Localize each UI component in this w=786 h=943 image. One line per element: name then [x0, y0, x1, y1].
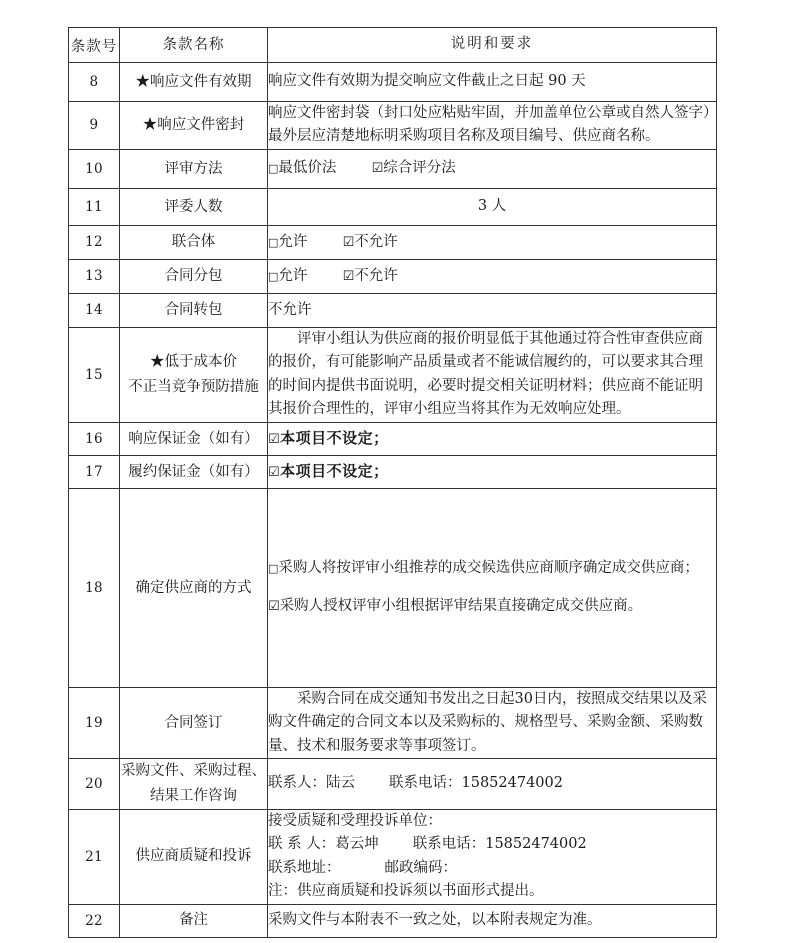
supplier-selection-option-unchecked: [268, 557, 716, 580]
row-term-name: ★响应文件有效期: [120, 63, 268, 102]
row-term-name: 响应保证金（如有）: [120, 422, 268, 455]
row-number: 14: [69, 293, 120, 327]
row-description: [268, 759, 717, 809]
row-description: [268, 188, 717, 225]
checkbox-unchecked-icon[interactable]: □: [268, 269, 279, 283]
table-body: [69, 63, 717, 938]
complaint-note-line: 注：供应商质疑和投诉须以书面形式提出。: [268, 883, 544, 900]
description-line: 响应文件有效期为提交响应文件截止之日起 90 天: [268, 73, 586, 90]
contact-person-value: 陆云: [326, 775, 355, 792]
checkbox-checked-icon[interactable]: ☑: [342, 234, 355, 250]
description-line: 最外层应清楚地标明采购项目名称及项目编号、供应商名称。: [268, 128, 660, 145]
row-number: 12: [69, 225, 120, 259]
contact-person-value: 葛云坤: [335, 836, 379, 853]
term-name-line-2: 结果工作咨询: [150, 788, 237, 804]
bid-bond-statement: [268, 429, 389, 447]
row-description: [268, 149, 717, 188]
procurement-terms-table: [68, 27, 717, 938]
contact-address-label: 联系地址：: [268, 859, 341, 876]
row-description: [268, 488, 717, 687]
table-header: [69, 28, 717, 63]
description-paragraph: 评审小组认为供应商的报价明显低于其他通过符合性审查供应商的报价，有可能影响产品质量或者不能诚信履约的，可以要求其合理的时间内提供书面说明，必要时提交相关证明材料；供应商不能证明其报价合理性的，评审小组应当将其作为无效响应处理。: [268, 330, 703, 418]
row-number: 13: [69, 259, 120, 293]
row-number: 9: [69, 102, 120, 150]
table-header-row: [69, 28, 717, 63]
table-row: [69, 904, 717, 937]
complaint-unit-line: 接受质疑和受理投诉单位：: [268, 812, 442, 829]
row-term-name: 确定供应商的方式: [120, 488, 268, 687]
term-name-line-2: 不正当竞争预防措施: [128, 378, 259, 395]
row-description: [268, 63, 717, 102]
contact-phone-value: 15852474002: [485, 836, 587, 853]
row-number: 10: [69, 149, 120, 188]
row-term-name: 合同分包: [120, 259, 268, 293]
row-term-name: ★响应文件密封: [120, 102, 268, 150]
row-description: [268, 259, 717, 293]
row-term-name: 评委人数: [120, 188, 268, 225]
description-line: 不允许: [268, 301, 312, 318]
table-row: [69, 188, 717, 225]
row-description: [268, 422, 717, 455]
row-term-name: 合同转包: [120, 293, 268, 327]
table-row: [69, 63, 717, 102]
option-label-unchecked: 采购人将按评审小组推荐的成交候选供应商顺序确定成交供应商；: [278, 560, 699, 577]
row-number: 16: [69, 422, 120, 455]
row-term-name: 备注: [120, 904, 268, 937]
complaint-contact-line: [268, 833, 716, 856]
performance-bond-label: 本项目不设定；: [280, 462, 389, 481]
checkbox-unchecked-icon[interactable]: □: [268, 162, 279, 176]
description-line: 采购文件与本附表不一致之处，以本附表规定为准。: [268, 911, 602, 928]
table-row: [69, 293, 717, 327]
checkbox-checked-icon[interactable]: ☑: [371, 161, 384, 177]
option-label-unchecked: 最低价法: [278, 160, 337, 177]
table-row: [69, 422, 717, 455]
consultation-contact-line: [268, 772, 716, 795]
header-cell-desc: 说明和要求: [268, 28, 717, 63]
row-description: [268, 455, 717, 488]
row-term-name: 评审方法: [120, 149, 268, 188]
description-line: 响应文件密封袋（封口处应粘贴牢固，并加盖单位公章或自然人签字）: [268, 105, 718, 121]
row-description: [268, 327, 717, 422]
table-row: [69, 455, 717, 488]
row-term-name: [120, 759, 268, 809]
table-row: [69, 259, 717, 293]
contact-phone-label: 联系电话：: [412, 836, 486, 853]
option-label-checked: 不允许: [354, 233, 398, 250]
table-row: [69, 149, 717, 188]
table-row: [69, 488, 717, 687]
description-paragraph: 采购合同在成交通知书发出之日起30日内，按照成交结果以及采购文件确定的合同文本以及采购标的、规格型号、采购金额、采购数量、技术和服务要求等事项签订。: [268, 690, 707, 754]
header-cell-name: 条款名称: [120, 28, 268, 63]
row-number: 17: [69, 455, 120, 488]
row-term-name: 供应商质疑和投诉: [120, 809, 268, 904]
checkbox-checked-icon[interactable]: ☑: [342, 268, 355, 284]
table-row: [69, 809, 717, 904]
row-number: 20: [69, 759, 120, 809]
contact-phone-value: 15852474002: [461, 775, 563, 792]
checkbox-checked-icon[interactable]: ☑: [268, 598, 280, 614]
option-label-unchecked: 允许: [278, 267, 308, 284]
bid-bond-label: 本项目不设定；: [280, 429, 389, 448]
postcode-label: 邮政编码：: [384, 859, 457, 876]
contact-phone-label: 联系电话：: [389, 775, 462, 792]
contact-person-label: 联 系 人：: [268, 836, 336, 853]
option-label-checked: 不允许: [354, 267, 398, 284]
checkbox-unchecked-icon[interactable]: □: [268, 562, 279, 576]
term-name-line-1: ★低于成本价: [150, 354, 237, 371]
row-description: [268, 904, 717, 937]
complaint-address-line: [268, 857, 716, 880]
table-row: [69, 102, 717, 150]
row-description: [268, 687, 717, 758]
checkbox-unchecked-icon[interactable]: □: [268, 235, 279, 249]
row-number: 8: [69, 63, 120, 102]
row-description: [268, 225, 717, 259]
table-row: [69, 225, 717, 259]
checkbox-checked-icon[interactable]: ☑: [268, 432, 281, 448]
contact-person-label: 联系人：: [268, 775, 326, 792]
row-description: [268, 102, 717, 150]
term-name-line-1: 采购文件、采购过程、: [121, 763, 266, 780]
committee-size-value: 3 人: [477, 198, 507, 215]
header-cell-no: 条款号: [69, 28, 120, 63]
row-term-name: [120, 327, 268, 422]
row-number: 22: [69, 904, 120, 937]
supplier-selection-option-checked: [268, 595, 716, 618]
option-label-checked: 采购人授权评审小组根据评审结果直接确定成交供应商。: [279, 597, 643, 614]
row-term-name: 合同签订: [120, 687, 268, 758]
row-term-name: 联合体: [120, 225, 268, 259]
table-row: [69, 759, 717, 809]
table-row: [69, 327, 717, 422]
checkbox-checked-icon[interactable]: ☑: [268, 465, 281, 481]
row-number: 18: [69, 488, 120, 687]
row-description: [268, 293, 717, 327]
row-term-name: 履约保证金（如有）: [120, 455, 268, 488]
option-label-unchecked: 允许: [278, 233, 308, 250]
row-number: 11: [69, 188, 120, 225]
row-number: 21: [69, 809, 120, 904]
row-number: 19: [69, 687, 120, 758]
option-label-checked: 综合评分法: [383, 160, 456, 177]
row-description: [268, 809, 717, 904]
row-number: 15: [69, 327, 120, 422]
performance-bond-statement: [268, 462, 389, 480]
table-row: [69, 687, 717, 758]
